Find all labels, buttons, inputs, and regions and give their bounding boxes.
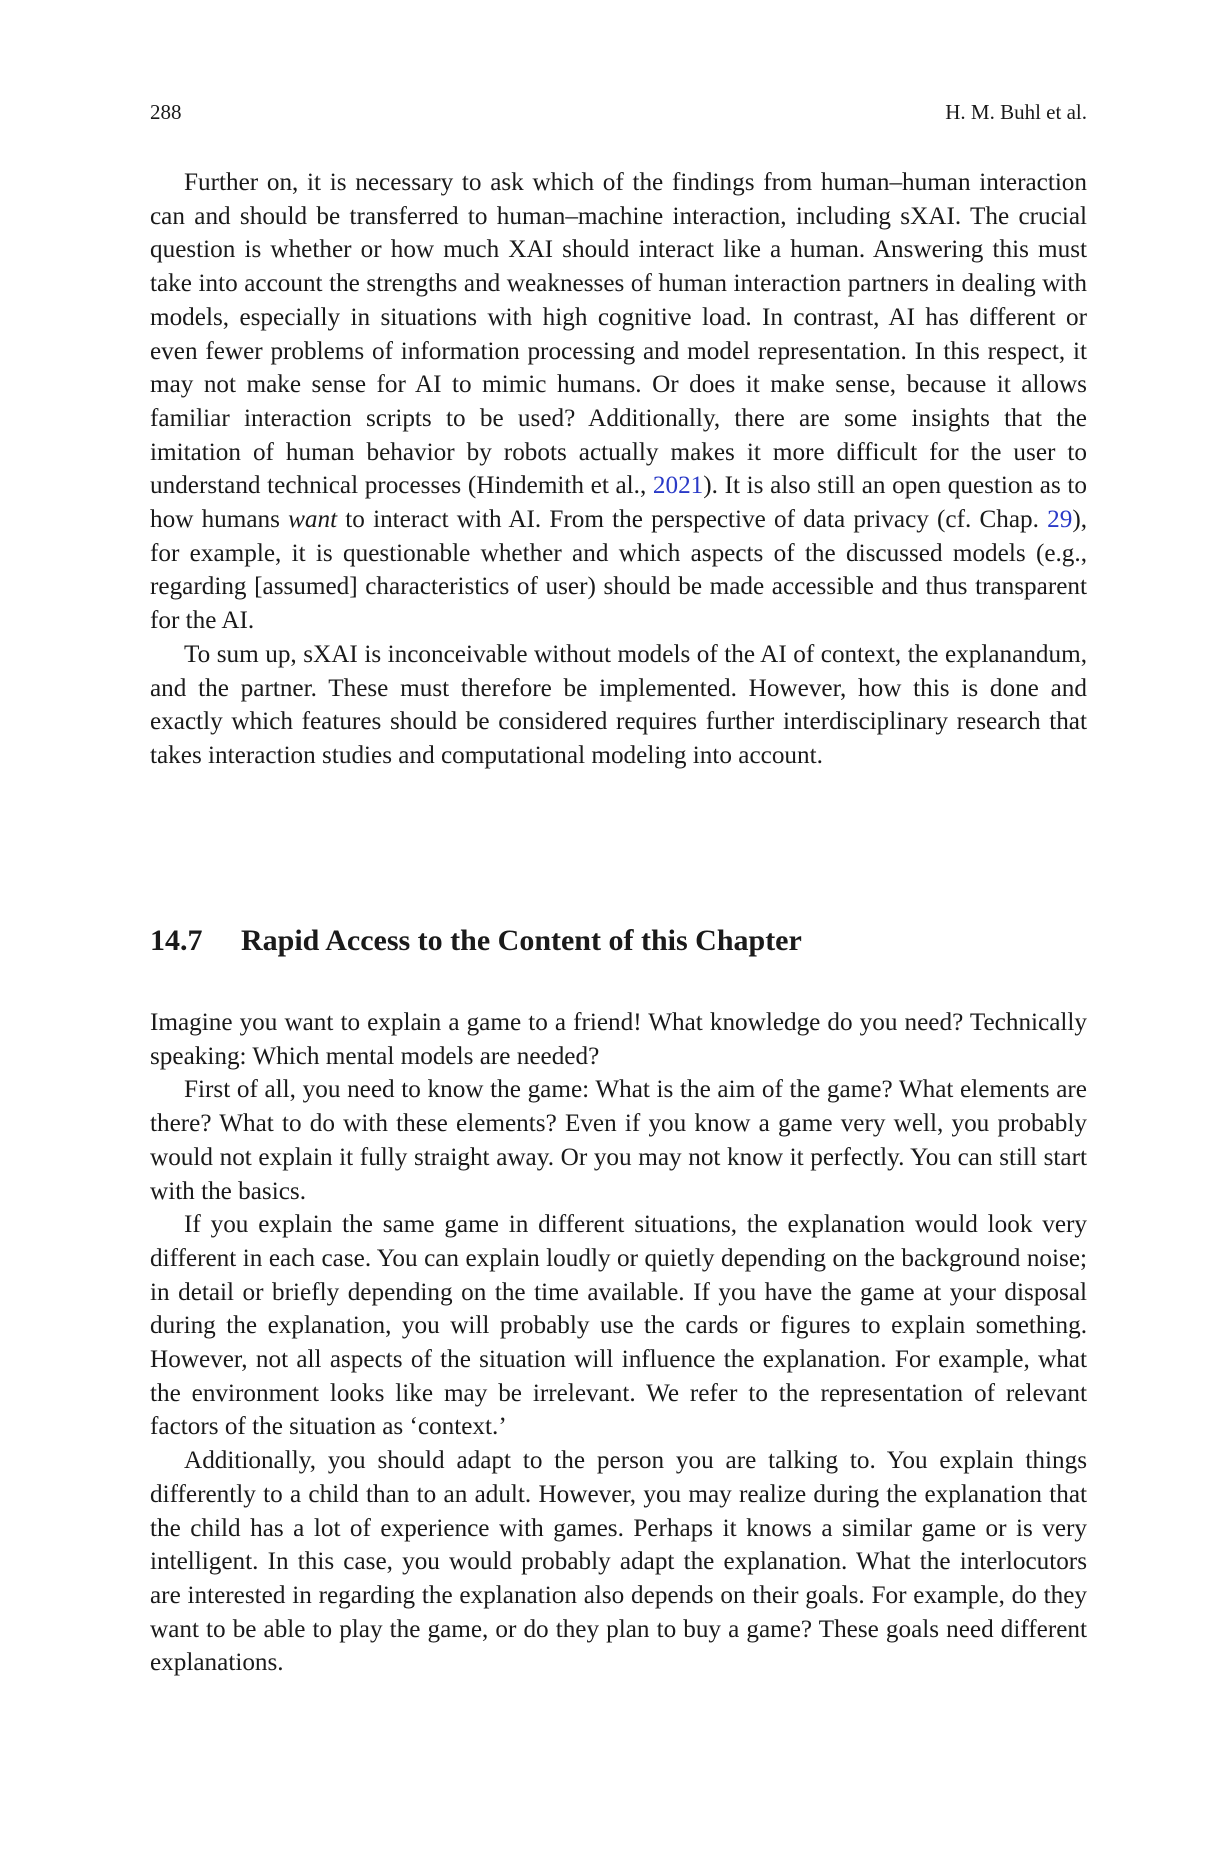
- section-heading: [150, 924, 802, 958]
- chapter-link[interactable]: 29: [1047, 506, 1073, 534]
- paragraph-summary: To sum up, sXAI is inconceivable without models of the AI of context, the explanandum, and the partner. These must therefore be implemented. However, how this is done and exactly which features should be considered requires further interdisciplinary research that takes interaction studies and computational modeling into account.: [150, 640, 1087, 769]
- paragraph-text: Further on, it is necessary to ask which of the findings from human–human interaction can and should be transferred to human–machine interaction, including sXAI. The crucial question is whether or how much XAI should interact like a human. Answering this must take into account the strengths and weaknesses of human interaction partners in dealing with models, especially in situations with high cognitive load. In contrast, AI has different or even fewer problems of information processing and model representation. In this respect, it may not make sense for AI to mimic humans. Or does it make sense, because it allows familiar interaction scripts to be used? Additionally, there are some insights that the imitation of human behavior by robots actually makes it more difficult for the user to understand technical processes (Hindemith et al.,: [150, 169, 1087, 500]
- section-number: 14.7: [150, 924, 203, 957]
- paragraph-situations: If you explain the same game in different situations, the explanation would look very different in each case. You can explain loudly or quietly depending on the background noise; in detail or briefly depending on the time available. If you have the game at your disposal during the explanation, you will probably use the cards or figures to explain something. However, not all aspects of the situation will influence the explanation. For example, what the environment looks like may be irrelevant. We refer to the representation of relevant factors of the situation as ‘context.’: [150, 1211, 1087, 1441]
- running-head-authors: H. M. Buhl et al.: [945, 100, 1087, 124]
- citation-link-year[interactable]: 2021: [652, 472, 704, 500]
- paragraph-sxai-human-interaction: [150, 166, 1087, 638]
- running-head: [150, 100, 1087, 130]
- paragraph-adapt-person: Additionally, you should adapt to the person you are talking to. You explain things differently to a child than to an adult. However, you may realize during the explanation that the child has a lot of experience with games. Perhaps it knows a similar game or is very intelligent. In this case, you would probably adapt the explanation. What the interlocutors are interested in regarding the explanation also depends on their goals. For example, do they want to be able to play the game, or do they plan to buy a game? These goals need different explanations.: [150, 1447, 1087, 1677]
- paragraph-text: ). It is also still an open question as to how humans: [150, 472, 1087, 534]
- body-text-block-2: [150, 1006, 1087, 1680]
- emphasis-text: want: [288, 506, 338, 534]
- paragraph-know-game: First of all, you need to know the game: What is the aim of the game? What elements are there? What to do with these elements? Even if you know a game very well, you probably would not explain it fully straight away. Or you may not know it perfectly. You can still start with the basics.: [150, 1076, 1087, 1205]
- section-title: Rapid Access to the Content of this Chapter: [241, 924, 802, 957]
- paragraph-intro: Imagine you want to explain a game to a friend! What knowledge do you need? Technically speaking: Which mental models are needed?: [150, 1009, 1087, 1070]
- body-text-block-1: [150, 166, 1087, 773]
- paragraph-text: to interact with AI. From the perspective of data privacy (cf. Chap.: [337, 506, 1048, 534]
- paragraph-text: ), for example, it is questionable whether and which aspects of the discussed models (e.g., regarding [assumed] characteristics of user) should be made accessible and thus transparent for the AI.: [150, 506, 1087, 635]
- page-number: 288: [150, 100, 182, 124]
